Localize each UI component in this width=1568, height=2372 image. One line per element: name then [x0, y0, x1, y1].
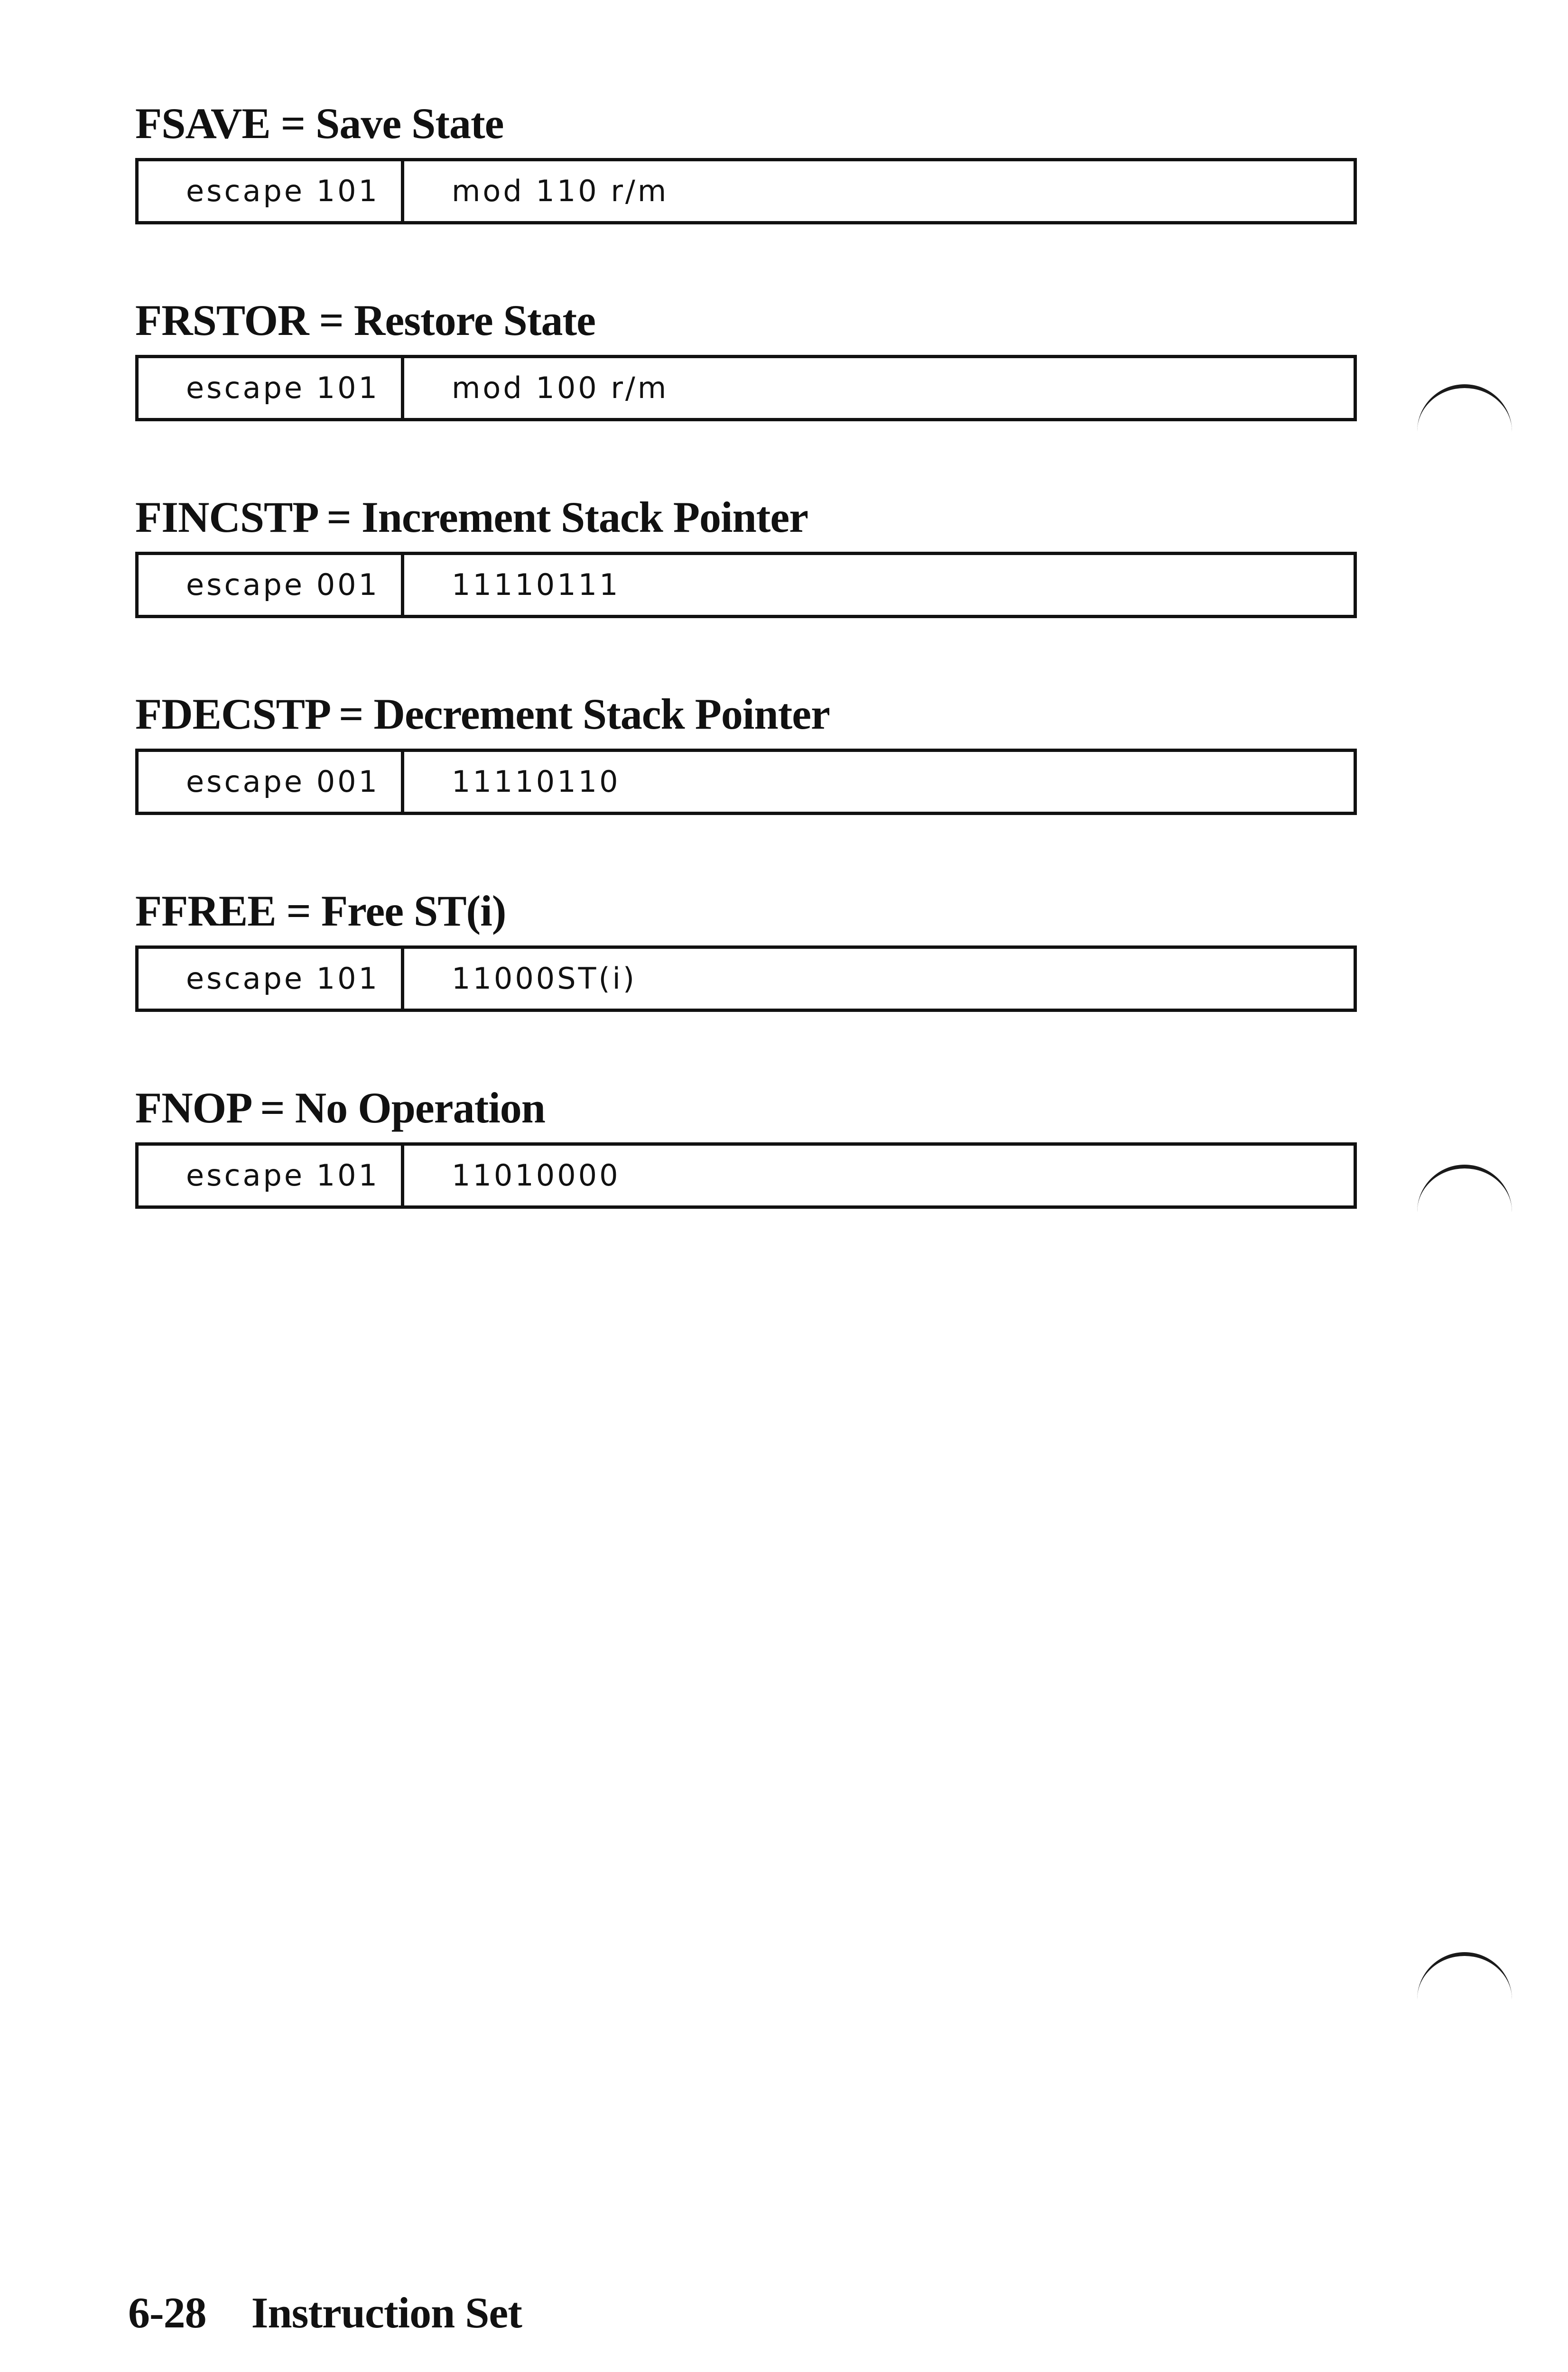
instruction-ffree — [135, 885, 1359, 1012]
binder-hole-middle — [1417, 1165, 1512, 1245]
operand-field: 11000ST(i) — [452, 961, 637, 996]
binder-hole-top — [1417, 384, 1512, 465]
encoding-box — [135, 1142, 1357, 1209]
escape-field: escape 001 — [139, 752, 404, 812]
instruction-title: FRSTOR = Restore State — [135, 296, 595, 344]
instruction-fnop — [135, 1082, 1359, 1209]
escape-field: escape 101 — [139, 1146, 404, 1205]
page-number: 6-28 — [128, 2289, 206, 2337]
instruction-fsave — [135, 97, 1359, 224]
encoding-box — [135, 945, 1357, 1012]
binder-hole-bottom — [1417, 1952, 1512, 2033]
instruction-title: FNOP = No Operation — [135, 1084, 545, 1132]
operand-field: 11110110 — [452, 764, 621, 799]
instruction-title: FINCSTP = Increment Stack Pointer — [135, 493, 808, 541]
escape-field: escape 101 — [139, 949, 404, 1009]
operand-field: mod 100 r/m — [452, 371, 669, 405]
instruction-fdecstp — [135, 688, 1359, 815]
instruction-title: FSAVE = Save State — [135, 99, 504, 148]
operand-field: 11010000 — [452, 1158, 621, 1193]
escape-field: escape 001 — [139, 555, 404, 615]
section-title: Instruction Set — [251, 2289, 522, 2337]
operand-field: mod 110 r/m — [452, 174, 669, 208]
encoding-box — [135, 355, 1357, 421]
instruction-frstor — [135, 294, 1359, 421]
operand-field: 11110111 — [452, 567, 621, 602]
encoding-box — [135, 749, 1357, 815]
instruction-fincstp — [135, 491, 1359, 618]
encoding-box — [135, 158, 1357, 224]
page-footer — [128, 2287, 522, 2339]
instruction-title: FFREE = Free ST(i) — [135, 887, 506, 935]
escape-field: escape 101 — [139, 358, 404, 418]
encoding-box — [135, 552, 1357, 618]
escape-field: escape 101 — [139, 161, 404, 221]
instruction-title: FDECSTP = Decrement Stack Pointer — [135, 690, 830, 738]
